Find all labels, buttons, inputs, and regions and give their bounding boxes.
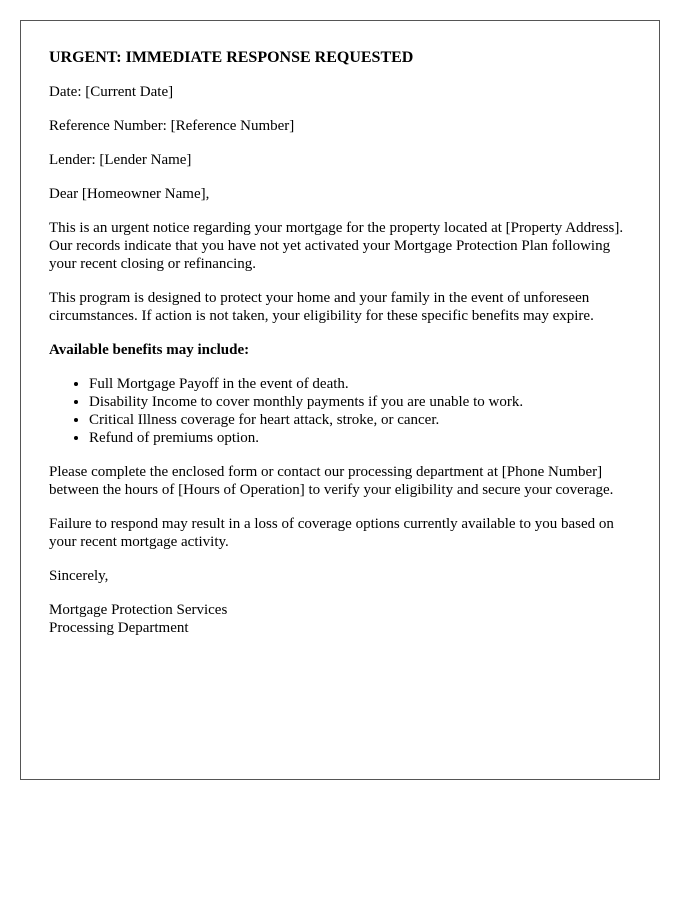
date-line: Date: [Current Date]: [49, 84, 174, 100]
benefit-item: • Disability Income to cover monthly payments if you are unable to work.: [89, 393, 639, 411]
paragraph-program: This program is designed to protect your home and your family in the event of unforeseen circumstances. If action is not taken, your eligibility for these specific benefits may expire.: [49, 290, 594, 324]
closing: Sincerely,: [49, 568, 109, 584]
letter-body: [49, 49, 639, 637]
reference-number-line: Reference Number: [Reference Number]: [49, 118, 295, 134]
signature-line: Mortgage Protection Services: [49, 602, 228, 618]
signature-line: Processing Department: [49, 620, 189, 636]
benefit-item: • Critical Illness coverage for heart attack, stroke, or cancer.: [89, 411, 639, 429]
benefit-item: • Refund of premiums option.: [89, 429, 639, 447]
paragraph-contact: Please complete the enclosed form or contact our processing department at [Phone Number] between the hours of [Hours of Operation] to verify your eligibility and secure your coverage.: [49, 464, 614, 498]
letter-frame: [20, 20, 660, 780]
paragraph-intro: This is an urgent notice regarding your mortgage for the property located at [Property Address]. Our records indicate that you have not yet activated your Mortgage Protection Plan following your recent closing or refinancing.: [49, 220, 624, 272]
signature-block: [49, 601, 639, 637]
letter-heading: URGENT: IMMEDIATE RESPONSE REQUESTED: [49, 49, 414, 66]
salutation: Dear [Homeowner Name],: [49, 186, 210, 202]
lender-line: Lender: [Lender Name]: [49, 152, 192, 168]
benefits-list: [49, 375, 639, 447]
paragraph-warning: Failure to respond may result in a loss of coverage options currently available to you based on your recent mortgage activity.: [49, 516, 614, 550]
benefit-item: • Full Mortgage Payoff in the event of death.: [89, 375, 639, 393]
benefits-title: Available benefits may include:: [49, 342, 250, 358]
